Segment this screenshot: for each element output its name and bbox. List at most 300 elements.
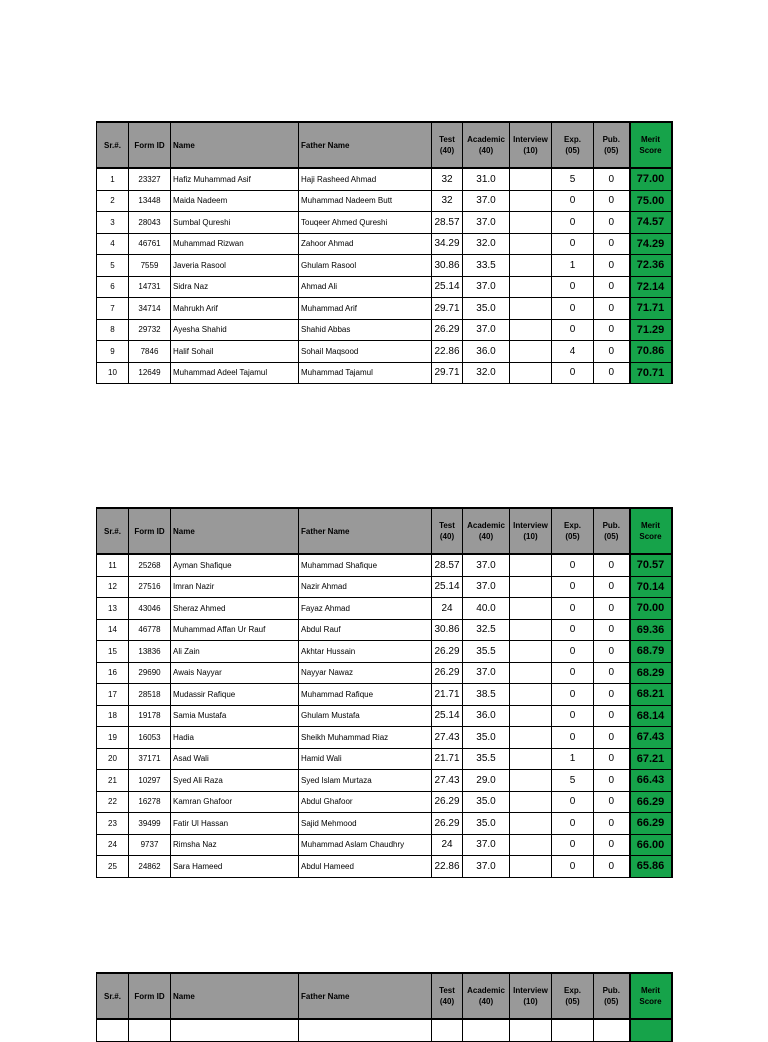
header-academic-line-1: Academic (467, 135, 505, 144)
cell-academic: 35.0 (463, 813, 510, 835)
cell-academic: 36.0 (463, 341, 510, 363)
cell-form-id: 7559 (129, 255, 171, 277)
table-body (97, 168, 672, 384)
header-interview-line-2: (10) (523, 997, 538, 1006)
cell-form-id: 13448 (129, 190, 171, 212)
cell-academic (463, 1019, 510, 1041)
cell-name: Sara Hameed (171, 856, 299, 878)
header-interview-line-1: Interview (513, 135, 548, 144)
cell-father-name: Muhammad Rafique (299, 684, 432, 706)
header-test-line-1: Test (439, 521, 455, 530)
table-row (97, 212, 672, 234)
cell-academic: 35.5 (463, 641, 510, 663)
cell-interview (510, 727, 552, 749)
cell-sr: 12 (97, 576, 129, 598)
cell-test: 25.14 (432, 276, 463, 298)
cell-exp: 0 (552, 212, 594, 234)
cell-merit-score: 68.79 (630, 641, 672, 663)
cell-sr: 7 (97, 298, 129, 320)
header-merit-score-line-1: Merit (640, 986, 661, 995)
cell-father-name: Muhammad Tajamul (299, 362, 432, 384)
table-row (97, 748, 672, 770)
header-merit-score-line-1: Merit (640, 521, 661, 530)
table-row (97, 576, 672, 598)
table-row (97, 1019, 672, 1041)
cell-interview (510, 554, 552, 576)
cell-merit-score: 70.14 (630, 576, 672, 598)
header-pub-line-2: (05) (604, 532, 619, 541)
cell-exp: 0 (552, 598, 594, 620)
header-pub (594, 973, 630, 1019)
cell-exp: 0 (552, 576, 594, 598)
cell-name: Awais Nayyar (171, 662, 299, 684)
cell-sr: 2 (97, 190, 129, 212)
cell-test: 24 (432, 598, 463, 620)
cell-father-name: Syed Islam Murtaza (299, 770, 432, 792)
cell-name: Imran Nazir (171, 576, 299, 598)
cell-father-name: Muhammad Arif (299, 298, 432, 320)
cell-test (432, 1019, 463, 1041)
cell-merit-score: 77.00 (630, 168, 672, 190)
cell-exp: 0 (552, 834, 594, 856)
cell-academic: 37.0 (463, 212, 510, 234)
cell-test: 22.86 (432, 856, 463, 878)
cell-father-name: Muhammad Aslam Chaudhry (299, 834, 432, 856)
table-row (97, 341, 672, 363)
cell-academic: 37.0 (463, 662, 510, 684)
header-interview (510, 122, 552, 168)
cell-form-id: 19178 (129, 705, 171, 727)
header-form-id: Form ID (129, 122, 171, 168)
cell-academic: 37.0 (463, 554, 510, 576)
header-father-name: Father Name (299, 973, 432, 1019)
cell-sr: 21 (97, 770, 129, 792)
table-header (97, 973, 672, 1019)
cell-interview (510, 813, 552, 835)
header-row (97, 973, 672, 1019)
cell-sr: 22 (97, 791, 129, 813)
cell-exp: 0 (552, 727, 594, 749)
cell-merit-score: 74.29 (630, 233, 672, 255)
cell-form-id: 29732 (129, 319, 171, 341)
cell-sr: 15 (97, 641, 129, 663)
header-merit-score-line-2: Score (639, 146, 662, 155)
table-header (97, 508, 672, 554)
header-exp (552, 973, 594, 1019)
cell-pub: 0 (594, 662, 630, 684)
header-academic-line-2: (40) (478, 997, 494, 1006)
cell-academic: 35.0 (463, 791, 510, 813)
table-row (97, 362, 672, 384)
header-exp (552, 122, 594, 168)
header-exp-line-1: Exp. (564, 521, 581, 530)
cell-sr: 6 (97, 276, 129, 298)
table-row (97, 255, 672, 277)
cell-pub: 0 (594, 168, 630, 190)
cell-form-id: 46778 (129, 619, 171, 641)
cell-test: 32 (432, 190, 463, 212)
cell-academic: 35.5 (463, 748, 510, 770)
table-row (97, 834, 672, 856)
cell-test: 25.14 (432, 705, 463, 727)
cell-name: Mudassir Rafique (171, 684, 299, 706)
cell-name: Sumbal Qureshi (171, 212, 299, 234)
cell-academic: 31.0 (463, 168, 510, 190)
table-row (97, 705, 672, 727)
cell-form-id: 46761 (129, 233, 171, 255)
cell-merit-score: 68.29 (630, 662, 672, 684)
cell-merit-score (630, 1019, 672, 1041)
cell-interview (510, 362, 552, 384)
cell-name: Maida Nadeem (171, 190, 299, 212)
cell-form-id: 37171 (129, 748, 171, 770)
cell-interview (510, 168, 552, 190)
cell-pub: 0 (594, 748, 630, 770)
table-row (97, 598, 672, 620)
cell-form-id: 25268 (129, 554, 171, 576)
merit-table-3 (96, 972, 673, 1042)
cell-test: 26.29 (432, 662, 463, 684)
cell-name: Ali Zain (171, 641, 299, 663)
cell-sr: 11 (97, 554, 129, 576)
table-row (97, 554, 672, 576)
cell-form-id: 28043 (129, 212, 171, 234)
cell-sr: 14 (97, 619, 129, 641)
cell-name: Ayesha Shahid (171, 319, 299, 341)
cell-test: 26.29 (432, 791, 463, 813)
table-row (97, 727, 672, 749)
header-exp-line-2: (05) (565, 146, 580, 155)
cell-father-name: Sheikh Muhammad Riaz (299, 727, 432, 749)
table-row (97, 791, 672, 813)
header-pub (594, 508, 630, 554)
table-row (97, 770, 672, 792)
header-sr: Sr.#. (97, 973, 129, 1019)
table-body (97, 1019, 672, 1041)
cell-exp: 0 (552, 791, 594, 813)
cell-pub: 0 (594, 341, 630, 363)
cell-sr: 13 (97, 598, 129, 620)
cell-interview (510, 598, 552, 620)
cell-interview (510, 233, 552, 255)
cell-name: Muhammad Affan Ur Rauf (171, 619, 299, 641)
cell-form-id: 29690 (129, 662, 171, 684)
cell-test: 25.14 (432, 576, 463, 598)
cell-pub: 0 (594, 554, 630, 576)
cell-pub: 0 (594, 233, 630, 255)
cell-father-name: Touqeer Ahmed Qureshi (299, 212, 432, 234)
header-exp (552, 508, 594, 554)
header-father-name: Father Name (299, 508, 432, 554)
cell-academic: 32.5 (463, 619, 510, 641)
cell-interview (510, 856, 552, 878)
cell-merit-score: 71.71 (630, 298, 672, 320)
header-academic (463, 122, 510, 168)
cell-form-id (129, 1019, 171, 1041)
header-exp-line-1: Exp. (564, 135, 581, 144)
header-test-line-2: (40) (439, 997, 455, 1006)
cell-merit-score: 65.86 (630, 856, 672, 878)
header-interview (510, 973, 552, 1019)
cell-exp: 0 (552, 813, 594, 835)
cell-father-name: Sohail Maqsood (299, 341, 432, 363)
header-pub-line-1: Pub. (602, 521, 620, 530)
table-header (97, 122, 672, 168)
table-row (97, 276, 672, 298)
header-test (432, 973, 463, 1019)
header-row (97, 508, 672, 554)
cell-interview (510, 1019, 552, 1041)
cell-exp: 0 (552, 554, 594, 576)
cell-merit-score: 75.00 (630, 190, 672, 212)
cell-interview (510, 190, 552, 212)
cell-pub (594, 1019, 630, 1041)
header-academic (463, 973, 510, 1019)
cell-interview (510, 791, 552, 813)
cell-father-name: Hamid Wali (299, 748, 432, 770)
table-row (97, 619, 672, 641)
merit-table-1 (96, 121, 673, 384)
cell-form-id: 10297 (129, 770, 171, 792)
cell-name: Muhammad Rizwan (171, 233, 299, 255)
cell-merit-score: 72.14 (630, 276, 672, 298)
table-row (97, 233, 672, 255)
cell-father-name: Abdul Hameed (299, 856, 432, 878)
header-academic-line-2: (40) (478, 146, 494, 155)
cell-form-id: 9737 (129, 834, 171, 856)
header-test-line-1: Test (439, 135, 455, 144)
header-form-id: Form ID (129, 508, 171, 554)
cell-form-id: 7846 (129, 341, 171, 363)
cell-exp: 0 (552, 641, 594, 663)
cell-sr: 24 (97, 834, 129, 856)
cell-interview (510, 705, 552, 727)
cell-father-name: Nayyar Nawaz (299, 662, 432, 684)
header-test (432, 508, 463, 554)
cell-interview (510, 641, 552, 663)
header-pub-line-1: Pub. (602, 986, 620, 995)
header-test-line-2: (40) (439, 146, 455, 155)
cell-pub: 0 (594, 770, 630, 792)
cell-pub: 0 (594, 619, 630, 641)
cell-name: Muhammad Adeel Tajamul (171, 362, 299, 384)
cell-name (171, 1019, 299, 1041)
cell-test: 30.86 (432, 619, 463, 641)
header-academic (463, 508, 510, 554)
header-test-line-2: (40) (439, 532, 455, 541)
header-academic-line-1: Academic (467, 521, 505, 530)
cell-academic: 33.5 (463, 255, 510, 277)
table-row (97, 190, 672, 212)
cell-exp: 0 (552, 190, 594, 212)
cell-merit-score: 70.86 (630, 341, 672, 363)
cell-father-name: Abdul Ghafoor (299, 791, 432, 813)
header-form-id: Form ID (129, 973, 171, 1019)
cell-exp: 0 (552, 298, 594, 320)
cell-test: 26.29 (432, 813, 463, 835)
cell-interview (510, 276, 552, 298)
cell-form-id: 27516 (129, 576, 171, 598)
header-pub-line-2: (05) (604, 997, 619, 1006)
cell-pub: 0 (594, 276, 630, 298)
cell-pub: 0 (594, 598, 630, 620)
table-row (97, 662, 672, 684)
cell-exp: 0 (552, 619, 594, 641)
cell-sr: 5 (97, 255, 129, 277)
table-row (97, 813, 672, 835)
cell-form-id: 24862 (129, 856, 171, 878)
cell-interview (510, 662, 552, 684)
cell-father-name: Abdul Rauf (299, 619, 432, 641)
cell-sr: 3 (97, 212, 129, 234)
cell-father-name: Haji Rasheed Ahmad (299, 168, 432, 190)
table-row (97, 641, 672, 663)
header-exp-line-2: (05) (565, 997, 580, 1006)
cell-merit-score: 68.14 (630, 705, 672, 727)
cell-merit-score: 67.21 (630, 748, 672, 770)
header-name: Name (171, 122, 299, 168)
table-row (97, 298, 672, 320)
cell-pub: 0 (594, 298, 630, 320)
cell-form-id: 28518 (129, 684, 171, 706)
cell-father-name: Nazir Ahmad (299, 576, 432, 598)
cell-exp: 4 (552, 341, 594, 363)
merit-table-2 (96, 507, 673, 878)
header-pub-line-2: (05) (604, 146, 619, 155)
cell-form-id: 23327 (129, 168, 171, 190)
cell-interview (510, 255, 552, 277)
cell-exp: 0 (552, 276, 594, 298)
header-merit-score (630, 508, 672, 554)
cell-merit-score: 71.29 (630, 319, 672, 341)
cell-name: Hafiz Muhammad Asif (171, 168, 299, 190)
cell-merit-score: 66.29 (630, 791, 672, 813)
header-sr: Sr.#. (97, 508, 129, 554)
cell-pub: 0 (594, 641, 630, 663)
cell-test: 28.57 (432, 554, 463, 576)
cell-sr: 4 (97, 233, 129, 255)
table-row (97, 684, 672, 706)
cell-test: 21.71 (432, 748, 463, 770)
cell-merit-score: 70.57 (630, 554, 672, 576)
cell-interview (510, 834, 552, 856)
cell-name: Fatir Ul Hassan (171, 813, 299, 835)
cell-exp: 0 (552, 705, 594, 727)
cell-form-id: 34714 (129, 298, 171, 320)
cell-name: Samia Mustafa (171, 705, 299, 727)
cell-pub: 0 (594, 362, 630, 384)
cell-interview (510, 298, 552, 320)
cell-exp: 0 (552, 362, 594, 384)
header-merit-score-line-2: Score (639, 532, 662, 541)
cell-merit-score: 69.36 (630, 619, 672, 641)
header-sr: Sr.#. (97, 122, 129, 168)
cell-academic: 35.0 (463, 727, 510, 749)
cell-exp: 5 (552, 770, 594, 792)
cell-father-name: Fayaz Ahmad (299, 598, 432, 620)
table-row (97, 168, 672, 190)
cell-father-name: Muhammad Shafique (299, 554, 432, 576)
header-pub-line-1: Pub. (602, 135, 620, 144)
cell-name: Sheraz Ahmed (171, 598, 299, 620)
cell-sr: 19 (97, 727, 129, 749)
header-pub (594, 122, 630, 168)
cell-academic: 37.0 (463, 190, 510, 212)
header-test-line-1: Test (439, 986, 455, 995)
cell-father-name: Ahmad Ali (299, 276, 432, 298)
cell-exp: 1 (552, 748, 594, 770)
cell-interview (510, 619, 552, 641)
cell-exp (552, 1019, 594, 1041)
cell-merit-score: 72.36 (630, 255, 672, 277)
cell-exp: 1 (552, 255, 594, 277)
cell-pub: 0 (594, 727, 630, 749)
cell-test: 24 (432, 834, 463, 856)
cell-test: 28.57 (432, 212, 463, 234)
cell-sr: 23 (97, 813, 129, 835)
cell-academic: 32.0 (463, 362, 510, 384)
header-interview-line-2: (10) (523, 146, 538, 155)
table-row (97, 856, 672, 878)
cell-interview (510, 770, 552, 792)
cell-academic: 36.0 (463, 705, 510, 727)
header-test (432, 122, 463, 168)
cell-exp: 0 (552, 662, 594, 684)
cell-academic: 37.0 (463, 834, 510, 856)
cell-sr: 10 (97, 362, 129, 384)
cell-merit-score: 74.57 (630, 212, 672, 234)
cell-merit-score: 70.71 (630, 362, 672, 384)
cell-test: 26.29 (432, 641, 463, 663)
header-merit-score (630, 973, 672, 1019)
cell-pub: 0 (594, 255, 630, 277)
cell-merit-score: 66.43 (630, 770, 672, 792)
header-exp-line-1: Exp. (564, 986, 581, 995)
header-interview-line-2: (10) (523, 532, 538, 541)
cell-form-id: 43046 (129, 598, 171, 620)
cell-name: Javeria Rasool (171, 255, 299, 277)
cell-pub: 0 (594, 190, 630, 212)
cell-academic: 37.0 (463, 276, 510, 298)
cell-name: Halif Sohail (171, 341, 299, 363)
header-row (97, 122, 672, 168)
cell-test: 27.43 (432, 727, 463, 749)
header-academic-line-1: Academic (467, 986, 505, 995)
cell-sr: 1 (97, 168, 129, 190)
cell-father-name: Zahoor Ahmad (299, 233, 432, 255)
cell-academic: 37.0 (463, 319, 510, 341)
cell-name: Ayman Shafique (171, 554, 299, 576)
cell-pub: 0 (594, 576, 630, 598)
cell-exp: 5 (552, 168, 594, 190)
cell-academic: 29.0 (463, 770, 510, 792)
cell-interview (510, 576, 552, 598)
header-merit-score (630, 122, 672, 168)
cell-pub: 0 (594, 684, 630, 706)
cell-pub: 0 (594, 813, 630, 835)
cell-name: Rimsha Naz (171, 834, 299, 856)
cell-test: 32 (432, 168, 463, 190)
cell-interview (510, 212, 552, 234)
cell-test: 27.43 (432, 770, 463, 792)
cell-name: Hadia (171, 727, 299, 749)
cell-interview (510, 341, 552, 363)
cell-name: Sidra Naz (171, 276, 299, 298)
cell-academic: 37.0 (463, 576, 510, 598)
cell-form-id: 14731 (129, 276, 171, 298)
header-interview-line-1: Interview (513, 521, 548, 530)
cell-name: Mahrukh Arif (171, 298, 299, 320)
